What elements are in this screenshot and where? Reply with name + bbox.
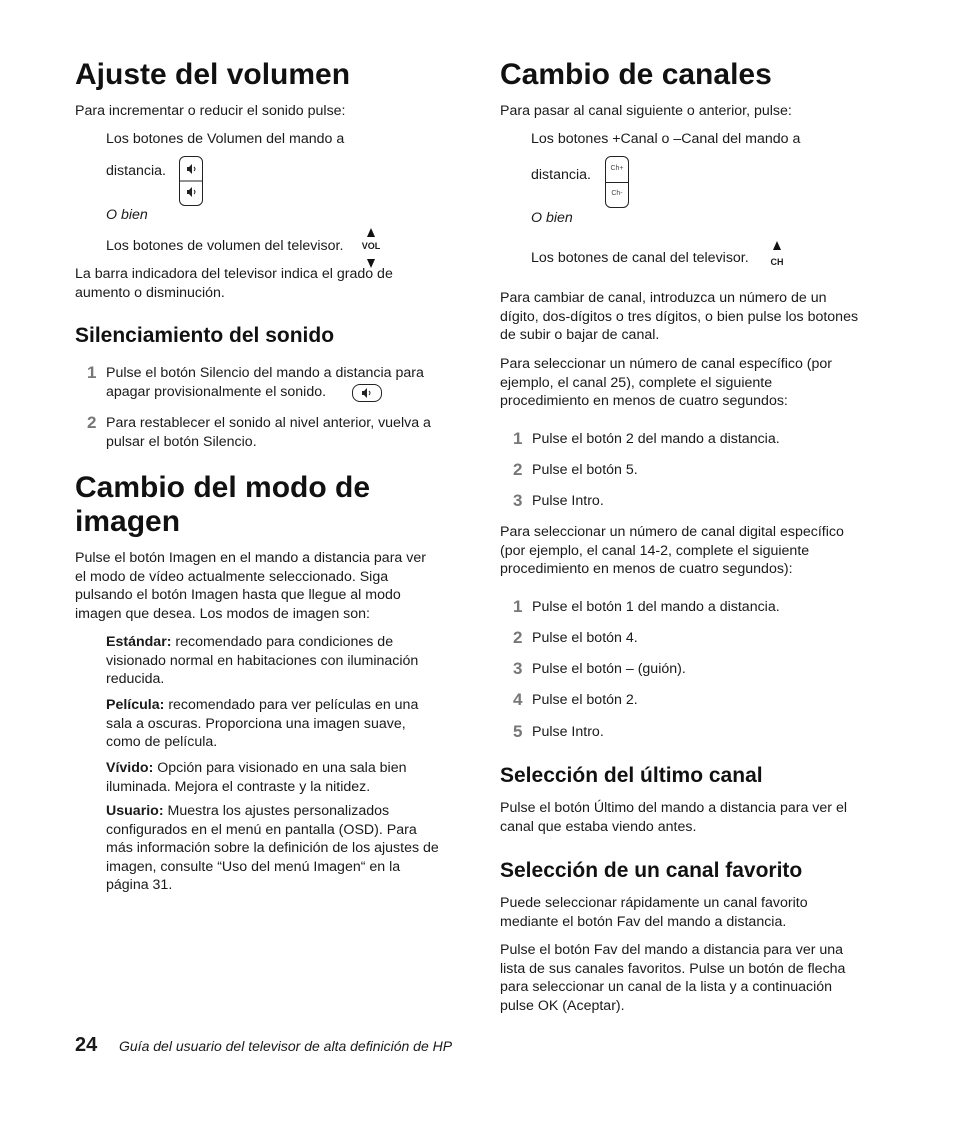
vol-label: VOL <box>361 241 381 251</box>
volume-remote-button-icon <box>179 156 203 206</box>
specific-step-1-text: Pulse el botón 2 del mando a distancia. <box>532 431 780 447</box>
channels-remote-line1: Los botones +Canal o –Canal del mando a <box>531 131 801 147</box>
channels-heading: Cambio de canales <box>500 58 772 91</box>
footer-title: Guía del usuario del televisor de alta definición de HP <box>119 1038 453 1054</box>
channels-digital-text: Para seleccionar un número de canal digital específico (por ejemplo, el canal 14-2, complete el siguiente procedimiento en menos de cuatro segundos): <box>500 524 844 578</box>
mode-movie-desc: recomendado para ver películas en una sala a oscuras. Proporciona una imagen suave, como de película. <box>106 697 419 751</box>
digital-step-5-number: 5 <box>513 722 523 741</box>
mode-standard <box>106 633 443 689</box>
channels-specific-text: Para seleccionar un número de canal específico (por ejemplo, el canal 25), complete el siguiente procedimiento en menos de cuatro segundos: <box>500 356 833 410</box>
channels-remote-line2: distancia. <box>531 167 591 183</box>
ch-minus-label: Ch- <box>611 190 623 197</box>
last-channel-heading: Selección del último canal <box>500 764 763 787</box>
last-channel-text: Pulse el botón Último del mando a distancia para ver el canal que estaba viendo antes. <box>500 800 847 835</box>
mode-movie <box>106 696 443 752</box>
digital-step-2-text: Pulse el botón 4. <box>532 630 638 646</box>
mute-step-2-number: 2 <box>87 413 97 432</box>
volume-remote-line1: Los botones de Volumen del mando a <box>106 131 345 147</box>
digital-step-3-text: Pulse el botón – (guión). <box>532 661 686 677</box>
mode-user-desc: Muestra los ajustes personalizados configurados en el menú en pantalla (OSD). Para más información sobre la definición de los ajustes de imagen, consulte “Uso del menú Imagen“ en la página 31. <box>106 803 439 894</box>
channels-or: O bien <box>531 210 573 226</box>
volume-heading: Ajuste del volumen <box>75 58 351 91</box>
picture-heading-line1: Cambio del modo de <box>75 471 371 504</box>
digital-step-2-number: 2 <box>513 628 523 647</box>
mode-vivid-desc: Opción para visionado en una sala bien iluminada. Mejora el contraste y la nitidez. <box>106 760 407 795</box>
digital-step-1-text: Pulse el botón 1 del mando a distancia. <box>532 599 780 615</box>
favorite-channel-heading: Selección de un canal favorito <box>500 859 803 882</box>
mode-standard-term: Estándar: <box>106 634 172 650</box>
digital-step-3-number: 3 <box>513 659 523 678</box>
channels-intro: Para pasar al canal siguiente o anterior, pulse: <box>500 103 792 119</box>
digital-step-1-number: 1 <box>513 597 523 616</box>
specific-step-2-text: Pulse el botón 5. <box>532 462 638 478</box>
mode-user-term: Usuario: <box>106 803 164 819</box>
page-number: 24 <box>75 1034 98 1056</box>
digital-step-4-text: Pulse el botón 2. <box>532 692 638 708</box>
mute-step-1-text: Pulse el botón Silencio del mando a distancia para apagar provisionalmente el sonido. <box>106 365 424 400</box>
picture-intro: Pulse el botón Imagen en el mando a distancia para ver el modo de vídeo actualmente seleccionado. Siga pulsando el botón Imagen hasta que llegue al modo imagen que desea. Los modos de imagen son: <box>75 550 426 622</box>
specific-step-3-number: 3 <box>513 491 523 510</box>
mode-vivid <box>106 759 443 796</box>
volume-bar-text: La barra indicadora del televisor indica el grado de aumento o disminución. <box>75 266 393 301</box>
mode-user <box>106 802 443 895</box>
mute-step-1-number: 1 <box>87 363 97 382</box>
mode-movie-term: Película: <box>106 697 165 713</box>
tv-volume-icon <box>358 228 384 268</box>
mode-standard-desc: recomendado para condiciones de visionado normal en habitaciones con iluminación reducida. <box>106 634 419 688</box>
mute-step-2-text: Para restablecer el sonido al nivel anterior, vuelva a pulsar el botón Silencio. <box>106 415 431 450</box>
volume-remote-line2: distancia. <box>106 163 166 179</box>
channel-remote-button-icon <box>605 156 629 208</box>
channels-change-text: Para cambiar de canal, introduzca un número de un dígito, dos-dígitos o tres dígitos, o bien pulse los botones de subir o bajar de canal. <box>500 290 859 344</box>
mute-button-icon <box>352 384 382 402</box>
mute-heading: Silenciamiento del sonido <box>75 324 335 347</box>
channels-tv-line: Los botones de canal del televisor. <box>531 250 749 266</box>
specific-step-1-number: 1 <box>513 429 523 448</box>
picture-heading-line2: imagen <box>75 505 181 538</box>
favorite-channel-text2: Pulse el botón Fav del mando a distancia para ver una lista de sus canales favoritos. Pulse un botón de flecha para seleccionar un canal de la lista y a continuación pulse OK (Aceptar). <box>500 942 846 1014</box>
ch-label: CH <box>770 257 784 267</box>
volume-or: O bien <box>106 207 148 223</box>
volume-intro: Para incrementar o reducir el sonido pulse: <box>75 103 346 119</box>
specific-step-2-number: 2 <box>513 460 523 479</box>
digital-step-5-text: Pulse Intro. <box>532 724 604 740</box>
specific-step-3-text: Pulse Intro. <box>532 493 604 509</box>
volume-tv-line: Los botones de volumen del televisor. <box>106 238 344 254</box>
favorite-channel-text1: Puede seleccionar rápidamente un canal favorito mediante el botón Fav del mando a distancia. <box>500 895 808 930</box>
tv-channel-icon <box>766 241 788 281</box>
mode-vivid-term: Vívido: <box>106 760 154 776</box>
digital-step-4-number: 4 <box>513 690 523 709</box>
ch-plus-label: Ch+ <box>610 165 624 172</box>
